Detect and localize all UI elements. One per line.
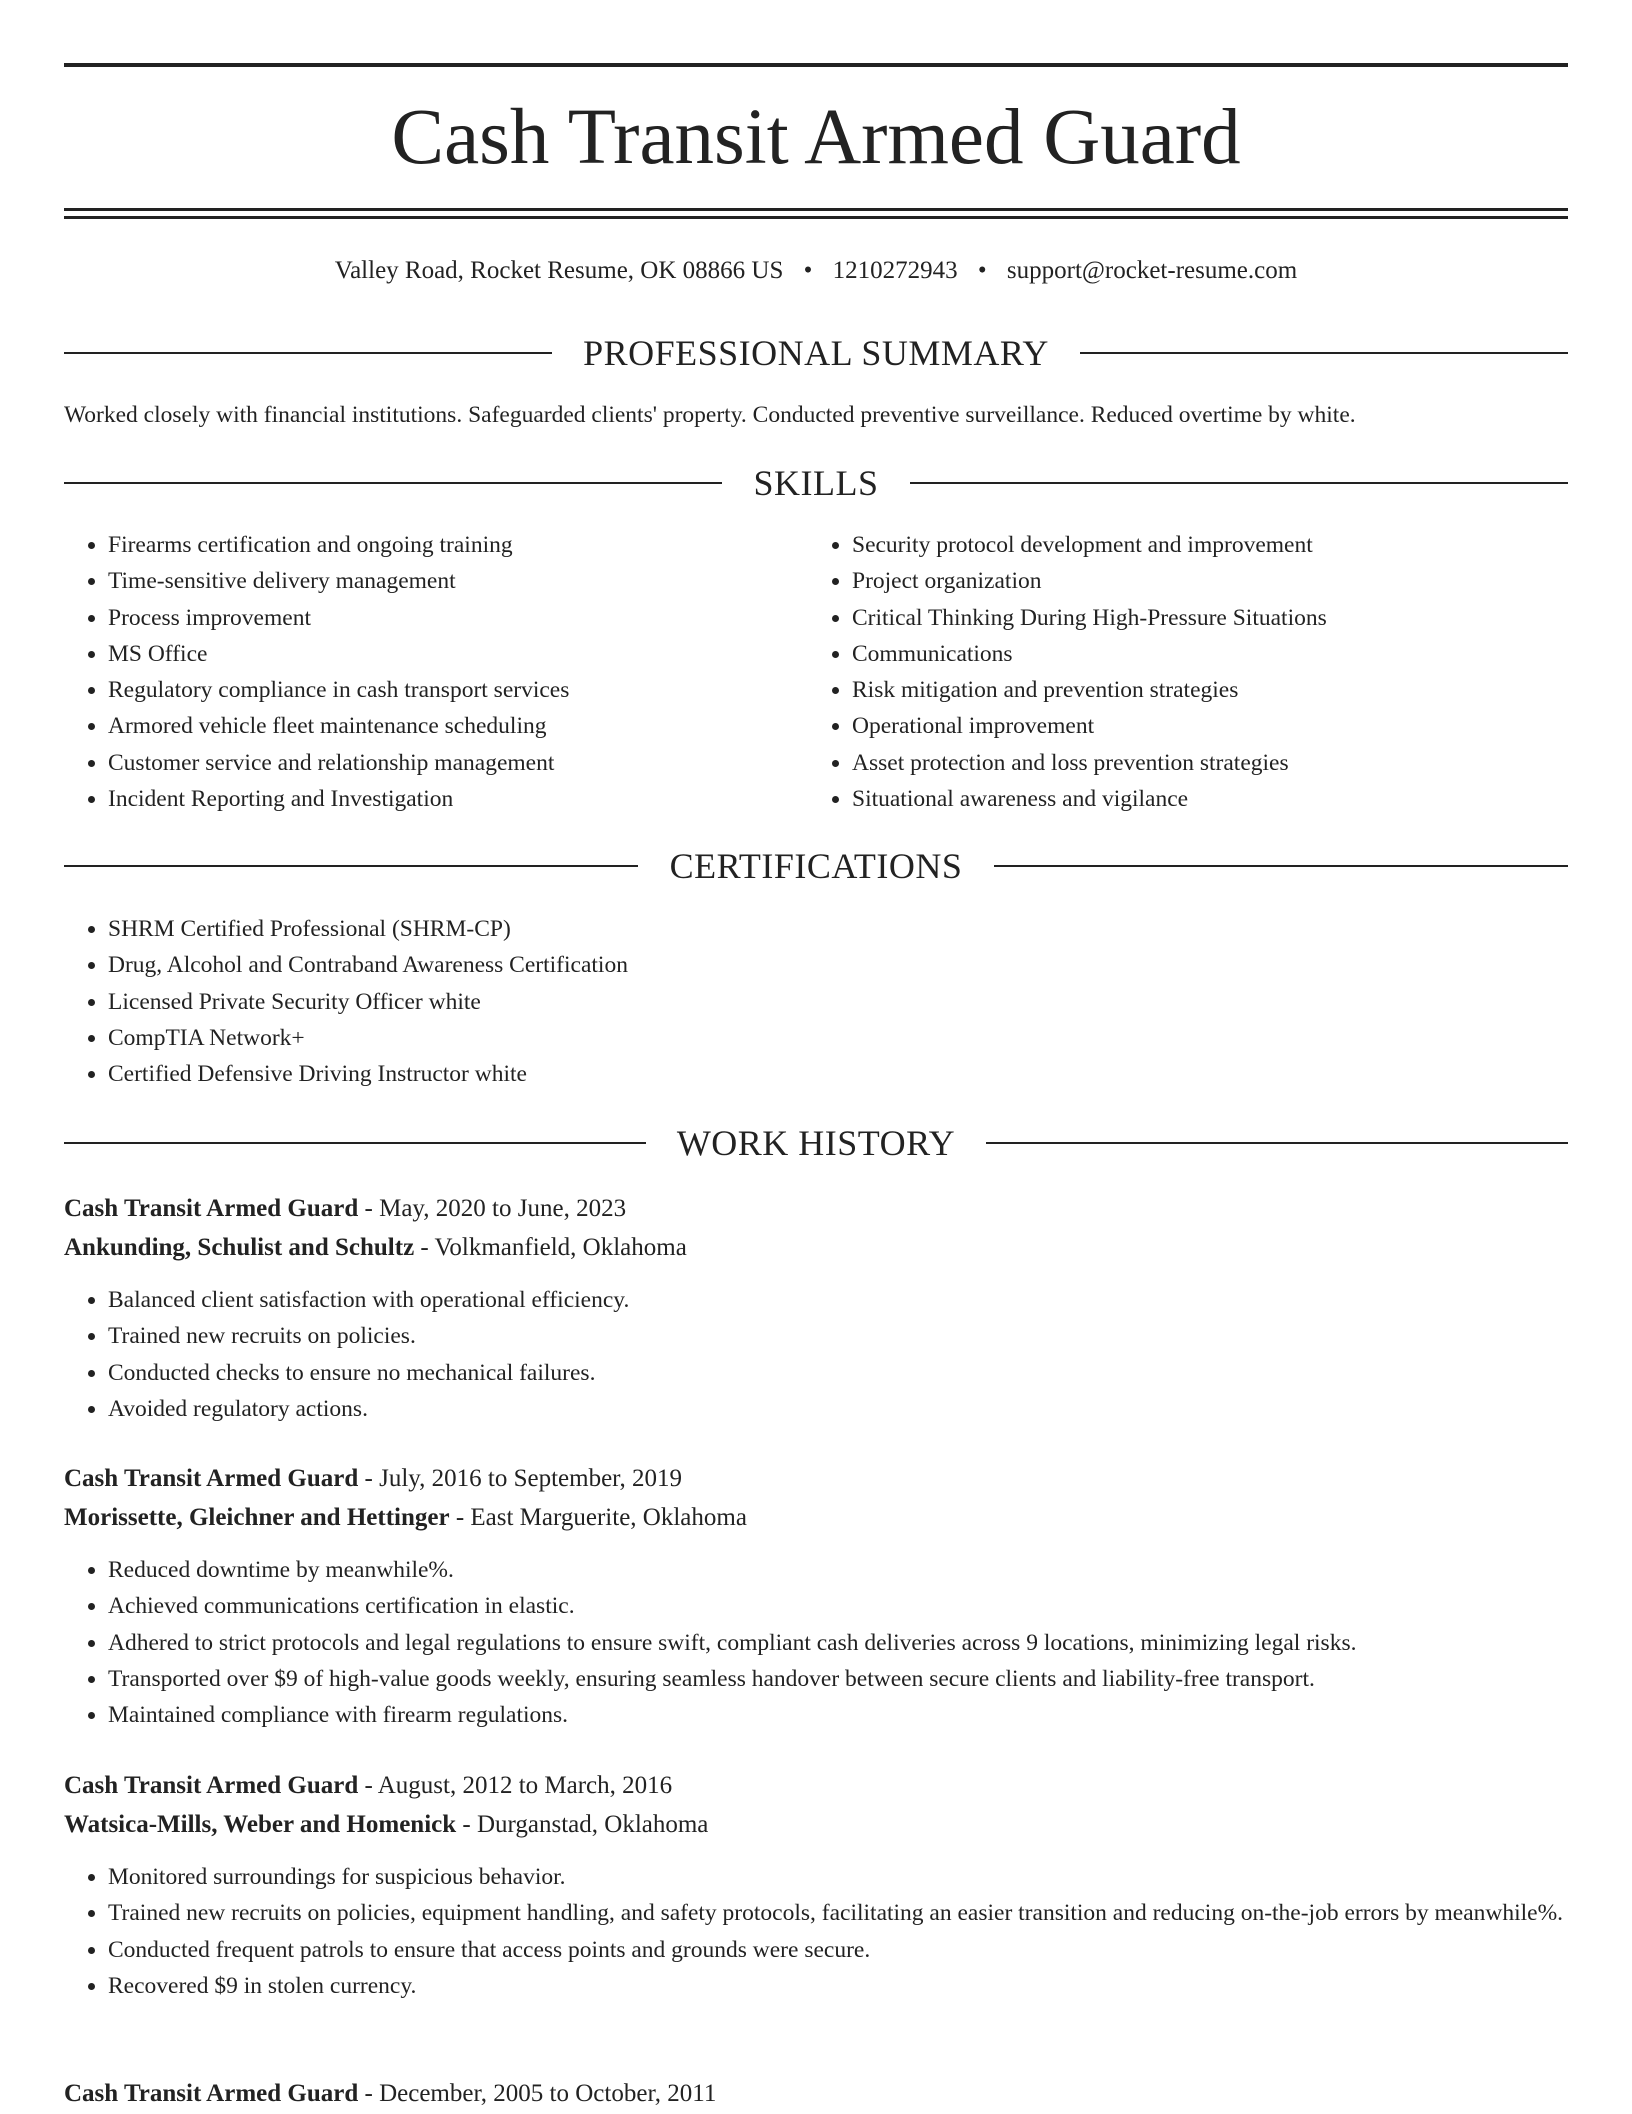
job-title-line	[64, 1767, 1568, 1806]
job-company: Morissette, Gleichner and Hettinger	[64, 1503, 450, 1531]
section-title: PROFESSIONAL SUMMARY	[583, 333, 1049, 373]
job-entry	[64, 1190, 1568, 1427]
certification-item: • Licensed Private Security Officer white	[108, 984, 1568, 1020]
section-header-work-history	[64, 1120, 1568, 1166]
summary-text: Worked closely with financial institutions. Safeguarded clients' property. Conducted preventive surveillance. Reduced overtime by white.	[64, 402, 1356, 428]
skill-item: • Incident Reporting and Investigation	[108, 781, 808, 817]
job-company: Watsica-Mills, Weber and Homenick	[64, 1810, 457, 1838]
skill-item: • Asset protection and loss prevention strategies	[852, 745, 1552, 781]
section-title: CERTIFICATIONS	[669, 846, 963, 886]
job-bullet: • Conducted checks to ensure no mechanical failures.	[108, 1355, 1568, 1391]
skill-item: • Situational awareness and vigilance	[852, 781, 1552, 817]
contact-line	[64, 254, 1568, 288]
job-bullets	[64, 1282, 1568, 1427]
job-company-line	[64, 1499, 1568, 1538]
job-bullet: • Recovered $9 in stolen currency.	[108, 1968, 1568, 2004]
skill-item: • Firearms certification and ongoing training	[108, 527, 808, 563]
header-top-rule	[64, 63, 1568, 67]
job-company-line	[64, 1229, 1568, 1268]
job-bullet: • Conducted frequent patrols to ensure that access points and grounds were secure.	[108, 1932, 1568, 1968]
certification-item: • SHRM Certified Professional (SHRM-CP)	[108, 911, 1568, 947]
job-title: Cash Transit Armed Guard	[64, 1772, 359, 1799]
contact-separator: •	[977, 257, 987, 284]
skill-item: • Risk mitigation and prevention strategies	[852, 672, 1552, 708]
section-header-summary	[64, 330, 1568, 376]
section-header-certifications	[64, 843, 1568, 889]
contact-email: support@rocket-resume.com	[1006, 257, 1298, 284]
skill-item: • MS Office	[108, 636, 808, 672]
job-bullet: • Maintained compliance with firearm regulations.	[108, 1697, 1568, 1733]
job-bullet: • Avoided regulatory actions.	[108, 1391, 1568, 1427]
job-bullet: • Reduced downtime by meanwhile%.	[108, 1552, 1568, 1588]
skill-item: • Process improvement	[108, 600, 808, 636]
section-title: WORK HISTORY	[676, 1123, 956, 1163]
job-company: Ankunding, Schulist and Schultz	[64, 1233, 415, 1261]
skills-column-left	[64, 527, 808, 817]
skills-list	[64, 527, 1568, 817]
header-double-rule-lower	[64, 216, 1568, 219]
job-bullet: • Achieved communications certification in elastic.	[108, 1588, 1568, 1624]
job-bullet: • Balanced client satisfaction with operational efficiency.	[108, 1282, 1568, 1318]
job-location: - Volkmanfield, Oklahoma	[414, 1233, 687, 1261]
job-entry	[64, 1460, 1568, 1733]
job-dates: - May, 2020 to June, 2023	[358, 1195, 627, 1222]
job-bullet: • Transported over $9 of high-value goods weekly, ensuring seamless handover between secure clients and liability-free transport.	[108, 1661, 1568, 1697]
job-bullet: • Adhered to strict protocols and legal regulations to ensure swift, compliant cash deliveries across 9 locations, minimizing legal risks.	[108, 1625, 1568, 1661]
skill-item: • Security protocol development and improvement	[852, 527, 1552, 563]
skill-item: • Regulatory compliance in cash transport services	[108, 672, 808, 708]
job-bullet: • Trained new recruits on policies.	[108, 1318, 1568, 1354]
certification-item: • Certified Defensive Driving Instructor white	[108, 1056, 1568, 1092]
contact-address: Valley Road, Rocket Resume, OK 08866 US	[334, 257, 784, 284]
certifications-list	[64, 911, 1568, 1092]
skill-item: • Critical Thinking During High-Pressure Situations	[852, 600, 1552, 636]
job-title: Cash Transit Armed Guard	[64, 1195, 359, 1222]
skill-item: • Communications	[852, 636, 1552, 672]
contact-separator: •	[803, 257, 813, 284]
job-location: - Durganstad, Oklahoma	[456, 1810, 709, 1838]
header-double-rule-upper	[64, 208, 1568, 211]
job-company-line	[64, 1806, 1568, 1845]
job-title: Cash Transit Armed Guard	[64, 2080, 359, 2107]
job-dates: - July, 2016 to September, 2019	[358, 1465, 682, 1492]
skill-item: • Customer service and relationship management	[108, 745, 808, 781]
job-dates: - August, 2012 to March, 2016	[358, 1772, 673, 1799]
skill-item: • Project organization	[852, 563, 1552, 599]
certification-item: • Drug, Alcohol and Contraband Awareness Certification	[108, 947, 1568, 983]
section-title: SKILLS	[753, 463, 879, 503]
job-title-line	[64, 1190, 1568, 1229]
job-bullet: • Trained new recruits on policies, equipment handling, and safety protocols, facilitating an easier transition and reducing on-the-job errors by meanwhile%.	[108, 1895, 1568, 1931]
job-bullets	[64, 1552, 1568, 1733]
certification-item: • CompTIA Network+	[108, 1020, 1568, 1056]
skill-item: • Operational improvement	[852, 708, 1552, 744]
job-bullets	[64, 1859, 1568, 2004]
job-dates: - December, 2005 to October, 2011	[358, 2080, 717, 2107]
job-title: Cash Transit Armed Guard	[64, 1465, 359, 1492]
job-title-line	[64, 2075, 1568, 2114]
job-bullet: • Monitored surroundings for suspicious behavior.	[108, 1859, 1568, 1895]
section-header-skills	[64, 460, 1568, 506]
skill-item: • Time-sensitive delivery management	[108, 563, 808, 599]
contact-phone: 1210272943	[832, 257, 958, 284]
skill-item: • Armored vehicle fleet maintenance scheduling	[108, 708, 808, 744]
job-entry	[64, 1767, 1568, 2004]
job-entry	[64, 2075, 1568, 2114]
job-title-line	[64, 1460, 1568, 1499]
skills-column-right	[808, 527, 1552, 817]
resume-name: Cash Transit Armed Guard	[391, 94, 1241, 181]
job-location: - East Marguerite, Oklahoma	[449, 1503, 747, 1531]
